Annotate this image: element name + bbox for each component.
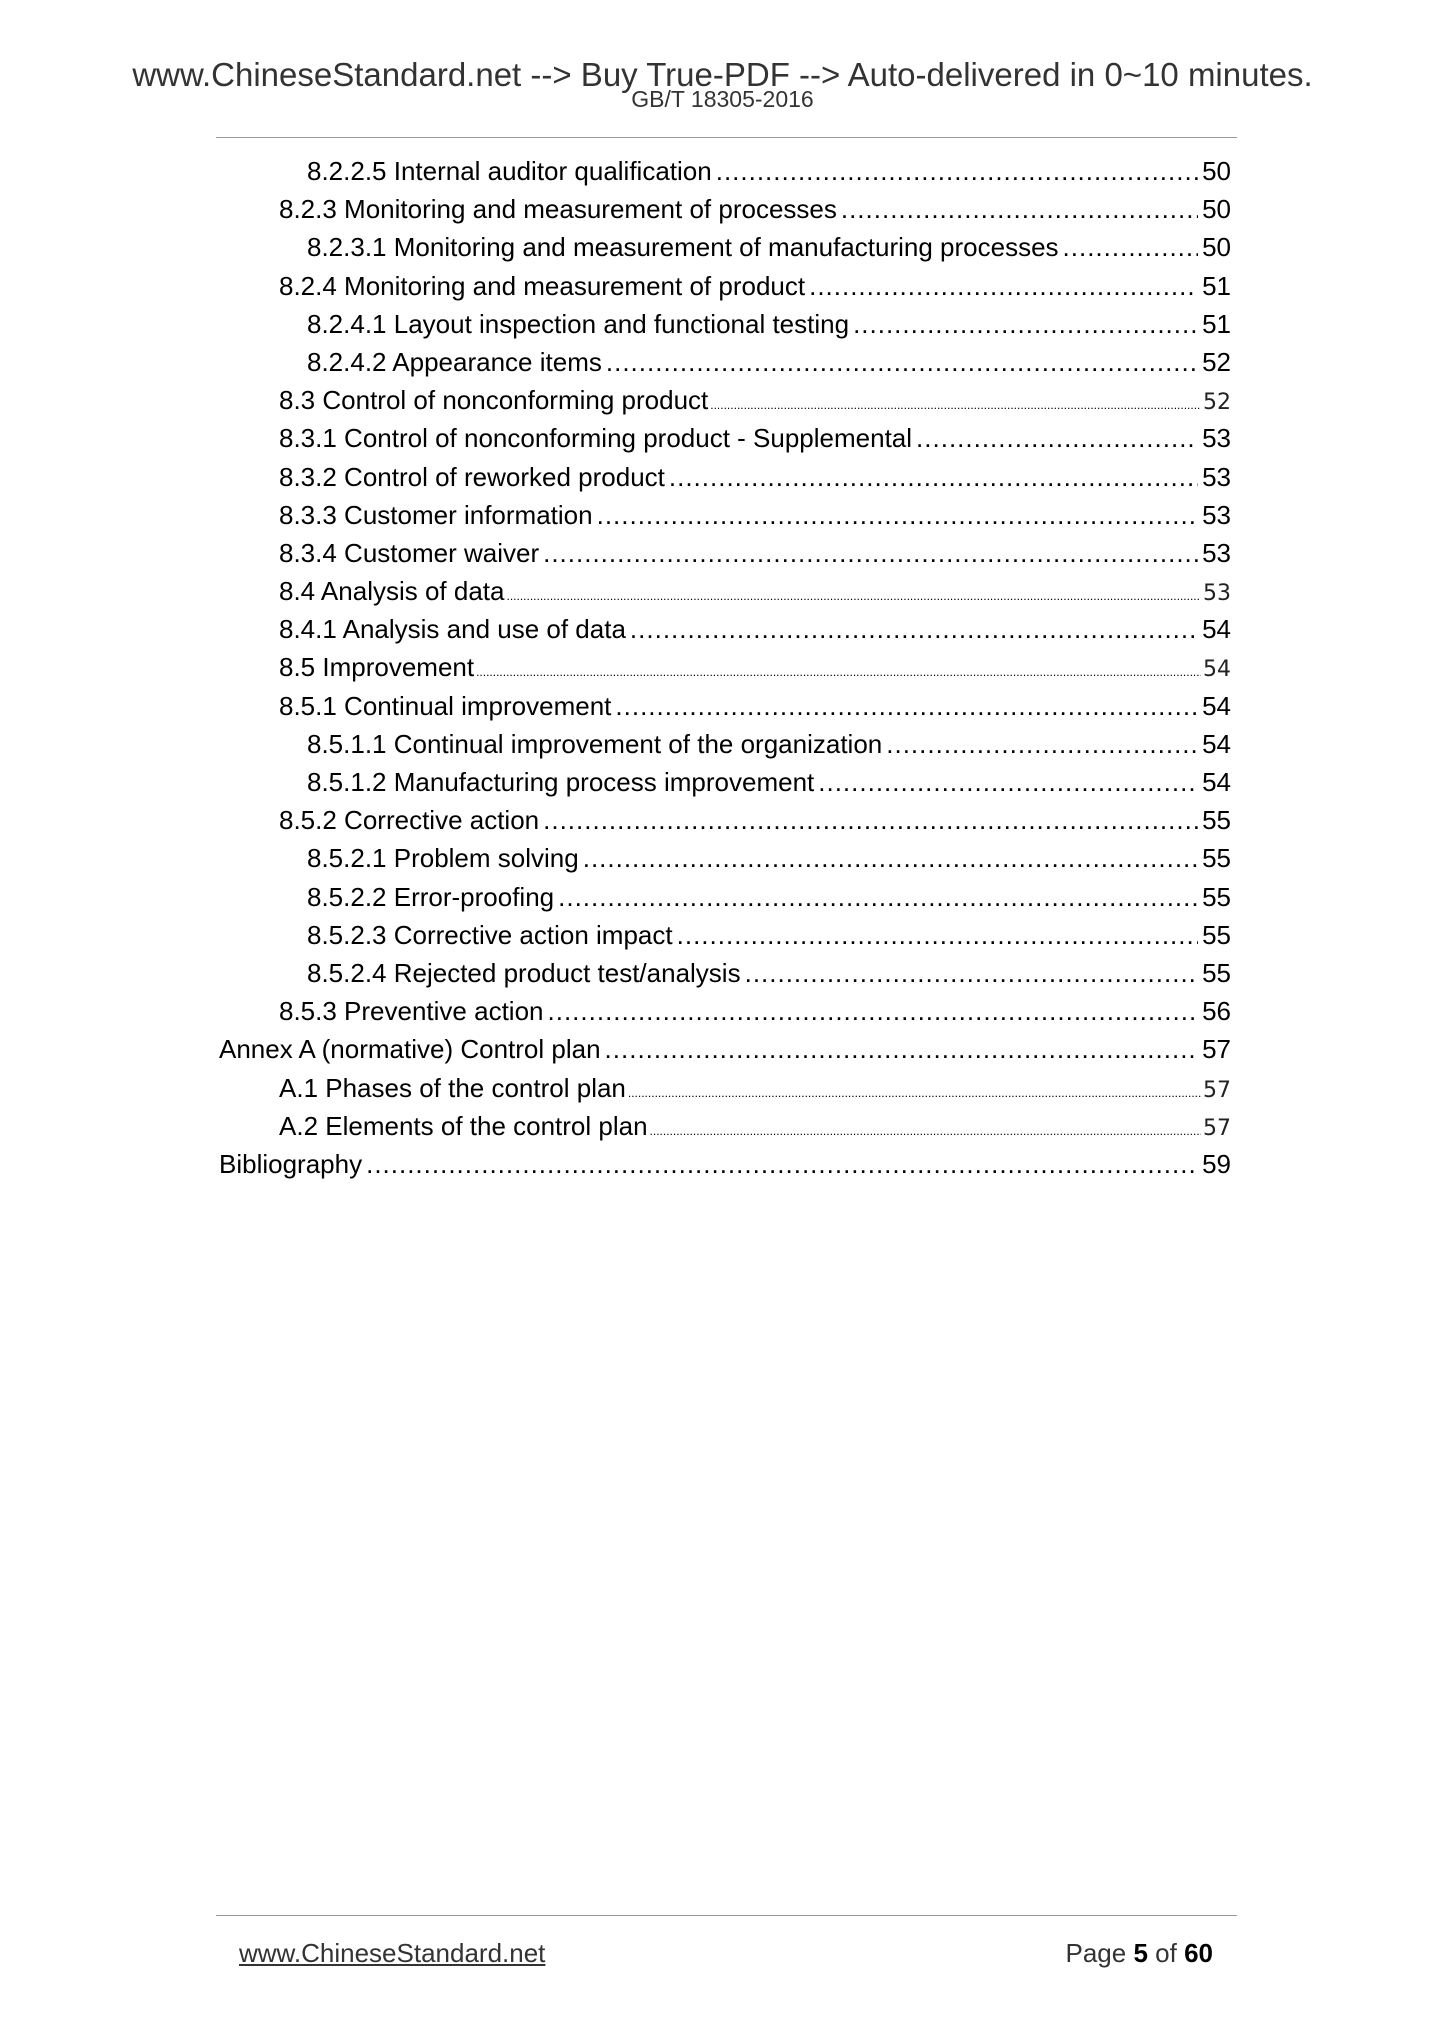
toc-dot-leader <box>476 665 1201 679</box>
page-total: 60 <box>1184 1938 1213 1968</box>
toc-entry-title: 8.2.3.1 Monitoring and measurement of manufacturing processes <box>307 232 1059 263</box>
toc-dot-leader <box>597 500 1198 531</box>
footer-divider <box>216 1915 1237 1916</box>
toc-entry[interactable] <box>219 194 1231 232</box>
toc-dot-leader <box>853 309 1198 340</box>
toc-dot-leader <box>669 462 1198 493</box>
toc-entry-title: A.1 Phases of the control plan <box>279 1072 626 1103</box>
toc-entry[interactable] <box>219 996 1231 1034</box>
toc-dot-leader <box>716 156 1198 187</box>
toc-entry-page: 52 <box>1203 390 1231 416</box>
toc-dot-leader <box>543 538 1198 569</box>
toc-entry-page: 52 <box>1202 346 1231 377</box>
toc-dot-leader <box>558 882 1198 913</box>
toc-entry-page: 54 <box>1203 657 1231 683</box>
toc-entry[interactable] <box>219 538 1231 576</box>
toc-entry[interactable] <box>219 347 1231 385</box>
toc-entry[interactable] <box>219 805 1231 843</box>
toc-entry-page: 55 <box>1202 881 1231 912</box>
toc-entry-title: 8.2.2.5 Internal auditor qualification <box>307 156 712 186</box>
toc-entry-page: 50 <box>1202 194 1231 225</box>
toc-entry[interactable] <box>219 576 1231 614</box>
toc-dot-leader <box>506 589 1201 603</box>
toc-entry-title: 8.2.3 Monitoring and measurement of processes <box>279 194 837 225</box>
toc-dot-leader <box>605 1034 1199 1065</box>
toc-entry-title: Bibliography <box>219 1148 363 1179</box>
toc-entry-title: 8.5 Improvement <box>279 652 475 683</box>
toc-entry-page: 57 <box>1203 1077 1231 1103</box>
toc-entry[interactable] <box>219 156 1231 194</box>
toc-entry[interactable] <box>219 1111 1231 1149</box>
toc-entry-title: 8.5.2.2 Error-proofing <box>307 881 555 912</box>
toc-entry-title: 8.5.1.2 Manufacturing process improvement <box>307 767 815 797</box>
toc-entry-page: 54 <box>1202 690 1231 721</box>
toc-entry-page: 54 <box>1202 728 1231 759</box>
toc-entry-page: 53 <box>1202 499 1231 530</box>
toc-entry[interactable] <box>219 691 1231 729</box>
toc-dot-leader <box>916 423 1198 454</box>
toc-entry[interactable] <box>219 500 1231 538</box>
toc-dot-leader <box>1063 232 1199 263</box>
toc-entry-page: 54 <box>1202 767 1231 797</box>
toc-entry[interactable] <box>219 882 1231 920</box>
toc-entry-title: 8.4 Analysis of data <box>279 576 505 607</box>
toc-dot-leader <box>628 1086 1201 1100</box>
toc-entry[interactable] <box>219 920 1231 958</box>
page-of-label: of <box>1155 1938 1177 1968</box>
toc-entry-page: 56 <box>1202 996 1231 1027</box>
page-indicator <box>1065 1938 1213 1969</box>
toc-entry-page: 57 <box>1203 1115 1231 1141</box>
toc-dot-leader <box>583 843 1198 874</box>
toc-entry[interactable] <box>219 843 1231 881</box>
toc-entry-page: 53 <box>1202 461 1231 492</box>
footer-site-link[interactable]: www.ChineseStandard.net <box>239 1938 546 1968</box>
toc-entry-page: 55 <box>1202 957 1231 988</box>
toc-dot-leader <box>630 614 1198 645</box>
toc-entry-page: 51 <box>1202 270 1231 301</box>
toc-entry-page: 55 <box>1202 919 1231 950</box>
toc-entry[interactable] <box>219 232 1231 270</box>
toc-entry-title: 8.3 Control of nonconforming product <box>279 385 709 416</box>
toc-entry[interactable] <box>219 652 1231 690</box>
table-of-contents <box>219 156 1231 1187</box>
toc-entry-page: 57 <box>1202 1034 1231 1065</box>
toc-entry-title: 8.2.4.1 Layout inspection and functional testing <box>307 308 850 339</box>
toc-dot-leader <box>606 347 1198 378</box>
toc-dot-leader <box>650 1124 1201 1138</box>
toc-dot-leader <box>615 691 1198 722</box>
toc-entry-title: 8.3.2 Control of reworked product <box>279 461 665 492</box>
toc-entry-title: 8.5.2.1 Problem solving <box>307 843 579 874</box>
toc-entry-title: 8.3.3 Customer information <box>279 499 593 530</box>
toc-entry-page: 53 <box>1203 581 1231 607</box>
toc-entry-title: 8.3.4 Customer waiver <box>279 537 540 568</box>
document-code: GB/T 18305-2016 <box>631 86 814 112</box>
toc-entry-title: 8.2.4.2 Appearance items <box>307 346 602 377</box>
toc-entry-title: 8.5.1.1 Continual improvement of the organization <box>307 728 883 759</box>
toc-dot-leader <box>745 958 1198 989</box>
toc-entry[interactable] <box>219 309 1231 347</box>
page-label: Page <box>1065 1938 1127 1968</box>
toc-entry[interactable] <box>219 729 1231 767</box>
toc-entry-title: 8.5.3 Preventive action <box>279 996 544 1027</box>
toc-entry-page: 54 <box>1202 614 1231 645</box>
toc-entry[interactable] <box>219 462 1231 500</box>
toc-dot-leader <box>548 996 1199 1027</box>
toc-dot-leader <box>841 194 1198 225</box>
page-current: 5 <box>1133 1938 1148 1968</box>
toc-entry[interactable] <box>219 385 1231 423</box>
toc-entry-title: 8.3.1 Control of nonconforming product - Supplemental <box>279 423 913 454</box>
toc-dot-leader <box>809 271 1198 302</box>
toc-entry[interactable] <box>219 1073 1231 1111</box>
toc-dot-leader <box>366 1149 1198 1180</box>
toc-entry-page: 53 <box>1202 423 1231 454</box>
toc-entry-title: 8.4.1 Analysis and use of data <box>279 614 626 645</box>
toc-entry[interactable] <box>219 271 1231 309</box>
toc-entry-page: 51 <box>1202 308 1231 339</box>
toc-dot-leader <box>677 920 1198 951</box>
toc-dot-leader <box>886 729 1198 760</box>
toc-entry-page: 50 <box>1202 232 1231 263</box>
toc-dot-leader <box>543 805 1198 836</box>
site-banner[interactable]: www.ChineseStandard.net --> Buy True-PDF --> Auto-delivered in 0~10 minutes. <box>132 56 1313 93</box>
toc-entry[interactable] <box>219 767 1231 805</box>
toc-entry-title: 8.5.2 Corrective action <box>279 805 540 836</box>
toc-entry-page: 53 <box>1202 537 1231 568</box>
toc-entry[interactable] <box>219 1149 1231 1187</box>
toc-entry-title: 8.2.4 Monitoring and measurement of product <box>279 270 806 301</box>
toc-entry-page: 55 <box>1202 805 1231 836</box>
toc-entry-title: 8.5.2.4 Rejected product test/analysis <box>307 957 741 988</box>
toc-entry-title: 8.5.2.3 Corrective action impact <box>307 919 673 950</box>
toc-entry[interactable] <box>219 423 1231 461</box>
toc-entry-title: 8.5.1 Continual improvement <box>279 690 612 721</box>
toc-entry-title: A.2 Elements of the control plan <box>279 1110 648 1141</box>
toc-dot-leader <box>710 398 1201 412</box>
toc-entry-title: Annex A (normative) Control plan <box>219 1034 601 1065</box>
toc-entry[interactable] <box>219 1034 1231 1072</box>
header-divider <box>216 137 1237 138</box>
toc-entry[interactable] <box>219 614 1231 652</box>
toc-entry-page: 50 <box>1202 156 1231 186</box>
toc-entry[interactable] <box>219 958 1231 996</box>
toc-entry-page: 55 <box>1202 843 1231 874</box>
toc-entry-page: 59 <box>1202 1148 1231 1179</box>
toc-dot-leader <box>818 767 1198 798</box>
